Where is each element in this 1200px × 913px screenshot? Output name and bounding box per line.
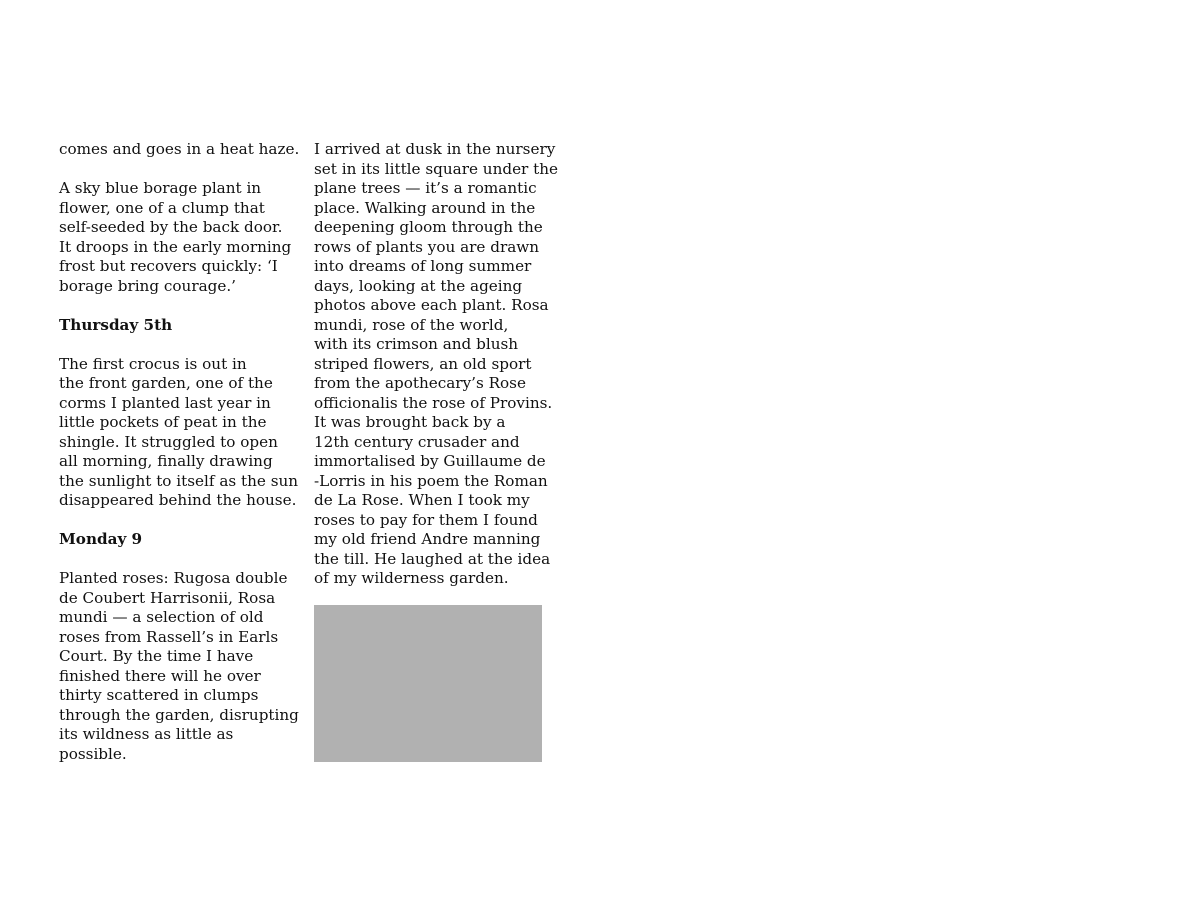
text-line: set in its little square under the <box>314 159 559 178</box>
text-line: all morning, finally drawing <box>59 452 273 470</box>
text-line: It was brought back by a <box>314 413 506 431</box>
text-line: shingle. It struggled to open <box>59 432 278 451</box>
paragraph-borage <box>59 179 299 296</box>
text-line: -Lorris in his poem the Roman <box>314 471 548 490</box>
image-placeholder <box>314 605 542 762</box>
paragraph-planted-roses <box>59 569 299 764</box>
text-line: my old friend Andre manning <box>314 530 541 548</box>
text-line: roses from Rassell’s in Earls <box>59 627 279 646</box>
left-text-column <box>59 140 299 764</box>
text-line: rows of plants you are drawn <box>314 237 540 256</box>
text-line: thirty scattered in clumps <box>59 686 259 704</box>
text-line: borage bring courage.’ <box>59 276 236 295</box>
text-line: its wildness as little as <box>59 725 234 743</box>
text-line: A sky blue borage plant in <box>59 179 262 197</box>
text-line: corms I planted last year in <box>59 393 271 412</box>
text-line: self-seeded by the back door. <box>59 218 283 236</box>
text-line: de La Rose. When I took my <box>314 491 530 509</box>
text-line: disappeared behind the house. <box>59 491 297 509</box>
text-line: into dreams of long summer <box>314 257 532 275</box>
text-line: comes and goes in a heat haze. <box>59 140 300 158</box>
text-line: deepening gloom through the <box>314 218 543 236</box>
text-line: photos above each plant. Rosa <box>314 296 549 314</box>
text-line: officionalis the rose of Provins. <box>314 393 553 412</box>
paragraph-crocus <box>59 355 299 511</box>
text-line: of my wilderness garden. <box>314 569 509 587</box>
text-line: place. Walking around in the <box>314 198 536 217</box>
text-line: Planted roses: Rugosa double <box>59 569 288 587</box>
text-line: plane trees — it’s a romantic <box>314 179 537 197</box>
text-line: immortalised by Guillaume de <box>314 452 546 470</box>
text-line: 12th century crusader and <box>314 432 520 451</box>
text-line: I arrived at dusk in the nursery <box>314 140 556 158</box>
text-line: Court. By the time I have <box>59 647 254 665</box>
text-line: the till. He laughed at the idea <box>314 549 551 568</box>
text-line: from the apothecary’s Rose <box>314 374 526 392</box>
text-line: striped flowers, an old sport <box>314 354 532 373</box>
heading-monday-9: Monday 9 <box>59 530 143 548</box>
text-line: frost but recovers quickly: ‘I <box>59 257 278 275</box>
text-line: The first crocus is out in <box>59 354 247 373</box>
text-line: mundi — a selection of old <box>59 608 264 626</box>
text-line: possible. <box>59 744 127 763</box>
text-line: roses to pay for them I found <box>314 510 538 529</box>
text-line: de Coubert Harrisonii, Rosa <box>59 588 276 607</box>
right-text-column <box>314 140 559 589</box>
text-line: with its crimson and blush <box>314 335 519 353</box>
text-line: through the garden, disrupting <box>59 705 299 724</box>
text-line: days, looking at the ageing <box>314 276 523 295</box>
text-line: the sunlight to itself as the sun <box>59 471 299 490</box>
text-line: finished there will he over <box>59 666 261 685</box>
text-line: It droops in the early morning <box>59 237 292 256</box>
text-line: flower, one of a clump that <box>59 198 265 217</box>
text-line: little pockets of peat in the <box>59 413 267 431</box>
heading-thursday-5th: Thursday 5th <box>59 315 173 334</box>
paragraph-nursery <box>314 140 559 589</box>
paragraph-heat-haze <box>59 140 299 160</box>
text-line: mundi, rose of the world, <box>314 315 509 334</box>
text-line: the front garden, one of the <box>59 374 273 392</box>
